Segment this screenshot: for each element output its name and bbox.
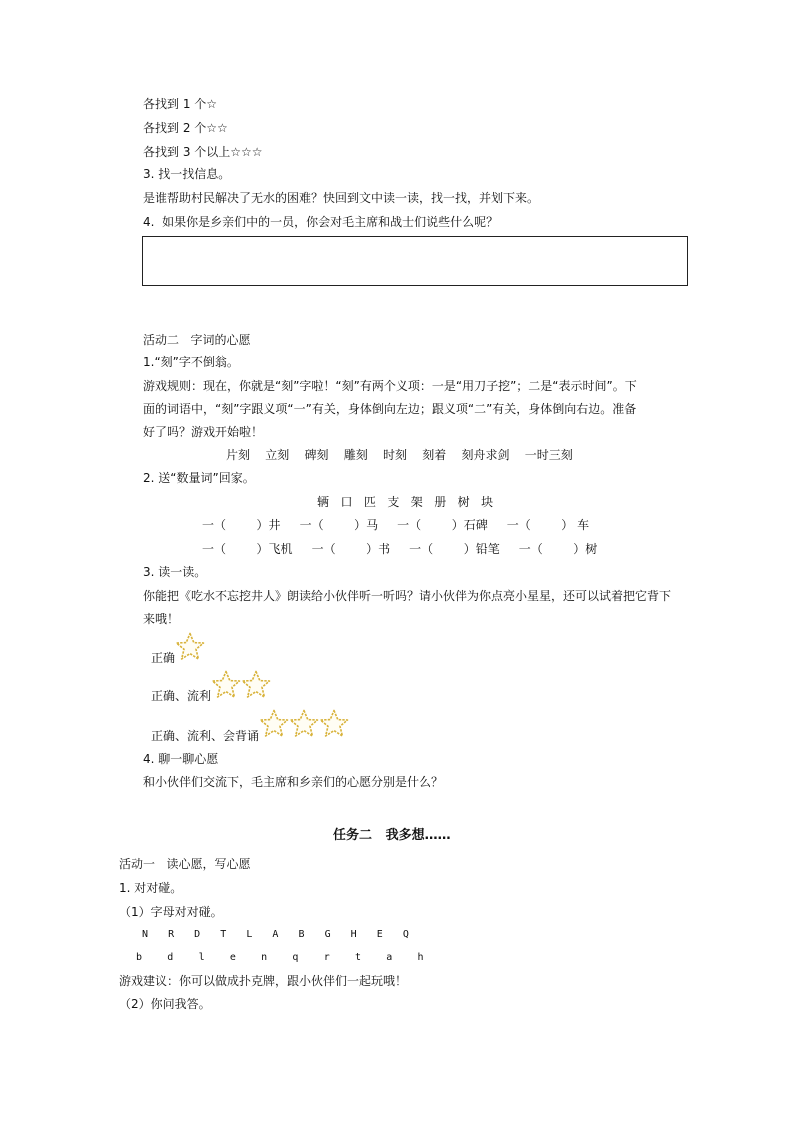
task2-activity1-title: 活动一 读心愿，写心愿 xyxy=(119,857,251,871)
activity2-q2: 2. 送“数量词”回家。 xyxy=(143,471,255,485)
lower-letters: b d l e n q r t a h xyxy=(136,952,426,963)
word-list: 片刻 立刻 碑刻 雕刻 时刻 刻着 刻舟求剑 一时三刻 xyxy=(226,448,573,462)
activity2-q1: 1.“刻”字不倒翁。 xyxy=(143,355,239,369)
activity2-q4: 4. 聊一聊心愿 xyxy=(143,752,219,766)
star-icon[interactable] xyxy=(211,670,241,700)
read-line-1: 你能把《吃水不忘挖井人》朗读给小伙伴听一听吗？请小伙伴为你点亮小星星，还可以试着把它背下 xyxy=(143,589,672,603)
task2-q1: 1. 对对碰。 xyxy=(119,881,183,895)
rule-line-1: 游戏规则：现在，你就是“刻”字啦！“刻”有两个义项：一是“用刀子挖”；二是“表示时间”。下 xyxy=(143,379,637,393)
score-line-3: 各找到 3 个以上☆☆☆ xyxy=(143,145,263,159)
level-3-label: 正确、流利、会背诵 xyxy=(151,729,260,743)
item3-title: 3. 找一找信息。 xyxy=(143,167,231,181)
star-icon[interactable] xyxy=(259,709,289,739)
item3-text: 是谁帮助村民解决了无水的困难？快回到文中读一读，找一找，并划下来。 xyxy=(143,191,540,205)
activity2-q3: 3. 读一读。 xyxy=(143,565,207,579)
measure-word-list: 辆 口 匹 支 架 册 树 块 xyxy=(317,495,494,509)
upper-letters: N R D T L A B G H E Q xyxy=(142,929,410,940)
task2-title: 任务二 我多想…… xyxy=(333,828,451,843)
star-icon[interactable] xyxy=(289,709,319,739)
level-2-label: 正确、流利 xyxy=(151,689,212,703)
answer-box[interactable] xyxy=(142,236,688,286)
star-icon[interactable] xyxy=(319,709,349,739)
activity2-q4-text: 和小伙伴们交流下，毛主席和乡亲们的心愿分别是什么？ xyxy=(143,775,444,789)
fill-row-1: 一（ ）井 一（ ）马 一（ ）石碑 一（ ） 车 xyxy=(202,518,590,532)
star-icon[interactable] xyxy=(241,670,271,700)
rule-line-3: 好了吗？游戏开始啦！ xyxy=(143,425,264,439)
level-1-label: 正确 xyxy=(151,651,176,665)
score-line-1: 各找到 1 个☆ xyxy=(143,97,218,111)
read-line-2: 来哦！ xyxy=(143,612,180,626)
task2-sub1: （1）字母对对碰。 xyxy=(119,905,223,919)
rule-line-2: 面的词语中，“刻”字跟义项“一”有关，身体倒向左边；跟义项“二”有关，身体倒向右边。准备 xyxy=(143,402,637,416)
activity2-title: 活动二 字词的心愿 xyxy=(143,333,251,347)
item4-title: 4. 如果你是乡亲们中的一员，你会对毛主席和战士们说些什么呢？ xyxy=(143,215,499,229)
star-icon[interactable] xyxy=(175,632,205,662)
score-line-2: 各找到 2 个☆☆ xyxy=(143,121,228,135)
fill-row-2: 一（ ）飞机 一（ ）书 一（ ）铅笔 一（ ）树 xyxy=(202,542,598,556)
task2-sub2: （2）你问我答。 xyxy=(119,997,211,1011)
task2-suggestion: 游戏建议：你可以做成扑克牌，跟小伙伴们一起玩哦！ xyxy=(119,974,408,988)
